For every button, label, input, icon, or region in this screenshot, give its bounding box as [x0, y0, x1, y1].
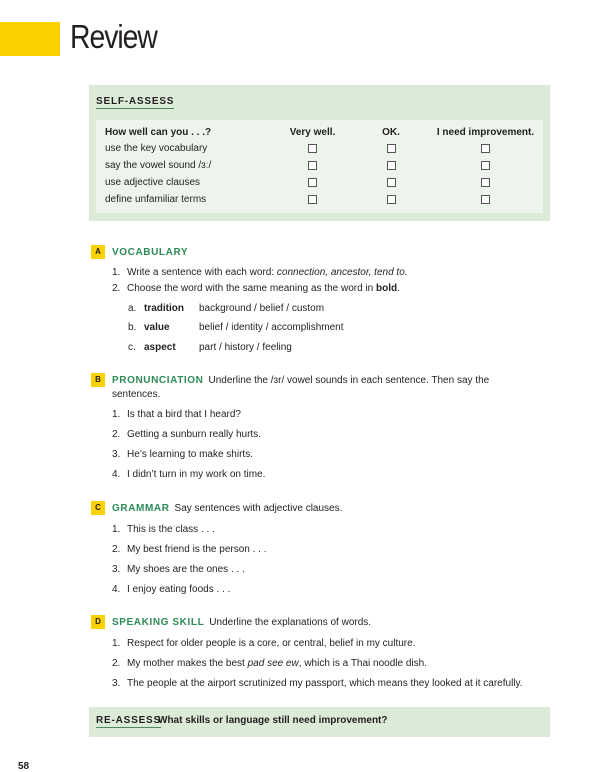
col-header-question: How well can you . . .?	[105, 127, 212, 138]
list-item	[112, 524, 215, 535]
section-title: SPEAKING SKILL	[112, 617, 205, 628]
skill-label: use the key vocabulary	[105, 143, 208, 154]
choice-letter: c.	[128, 342, 136, 353]
choice-options: part / history / feeling	[199, 342, 292, 353]
item-number: 4.	[112, 469, 121, 480]
choice-letter: a.	[128, 303, 137, 314]
choice-word: tradition	[144, 303, 184, 314]
item-text: Is that a bird that I heard?	[127, 409, 241, 420]
ok-checkbox[interactable]	[387, 195, 396, 204]
skill-label: use adjective clauses	[105, 177, 201, 188]
choice-word: aspect	[144, 342, 176, 353]
need-improvement-checkbox[interactable]	[481, 178, 490, 187]
list-item	[112, 283, 400, 294]
section-heading	[112, 246, 532, 260]
item-text: My mother makes the best	[127, 658, 248, 669]
choice-options: background / belief / custom	[199, 303, 325, 314]
very-well-checkbox[interactable]	[308, 195, 317, 204]
item-text: Write a sentence with each word:	[127, 267, 277, 278]
choice-row	[128, 322, 344, 333]
item-number: 2.	[112, 658, 121, 669]
col-header-ok: OK.	[382, 127, 400, 138]
list-item	[112, 267, 408, 278]
self-assess-row	[105, 140, 541, 157]
list-item	[112, 469, 265, 480]
list-item	[112, 409, 241, 420]
ok-checkbox[interactable]	[387, 161, 396, 170]
list-item	[112, 584, 230, 595]
page-title: Review	[70, 18, 157, 55]
item-number: 2.	[112, 544, 121, 555]
very-well-checkbox[interactable]	[308, 144, 317, 153]
choice-options: belief / identity / accomplishment	[199, 322, 344, 333]
section-badge: D	[91, 615, 105, 629]
self-assess-row	[105, 191, 541, 208]
section-title: VOCABULARY	[112, 247, 189, 258]
col-header-very-well: Very well.	[289, 127, 336, 138]
item-text: Respect for older people is a core, or central, belief in my culture.	[127, 638, 416, 649]
item-text: Choose the word with the same meaning as the word in	[127, 283, 377, 294]
section-instruction: Underline the /ɜr/ vowel sounds in each sentence. Then say the sentences.	[112, 375, 490, 400]
section-instruction: Say sentences with adjective clauses.	[174, 503, 343, 514]
list-item	[112, 429, 261, 440]
very-well-checkbox[interactable]	[308, 161, 317, 170]
item-text: My shoes are the ones . . .	[127, 564, 245, 575]
section-instruction: Underline the explanations of words.	[209, 617, 372, 628]
item-text: I enjoy eating foods . . .	[127, 584, 231, 595]
self-assess-table	[105, 125, 541, 208]
list-item	[112, 544, 267, 555]
very-well-checkbox[interactable]	[308, 178, 317, 187]
list-item	[112, 658, 427, 669]
choice-row	[128, 303, 324, 314]
self-assess-row	[105, 174, 541, 191]
item-text: Getting a sunburn really hurts.	[127, 429, 261, 440]
choice-row	[128, 342, 292, 353]
self-assess-panel	[96, 120, 543, 213]
section-heading	[112, 502, 532, 516]
item-text: My best friend is the person . . .	[127, 544, 267, 555]
re-assess-box	[89, 707, 550, 737]
list-item	[112, 678, 523, 689]
section-heading	[112, 616, 532, 630]
item-text: He’s learning to make shirts.	[127, 449, 253, 460]
item-number: 1.	[112, 638, 121, 649]
item-number: 4.	[112, 584, 121, 595]
section-title: PRONUNCIATION	[112, 375, 204, 386]
re-assess-question: What skills or language still need improvement?	[158, 715, 388, 726]
item-number: 3.	[112, 678, 121, 689]
ok-checkbox[interactable]	[387, 178, 396, 187]
item-number: 1.	[112, 409, 121, 420]
title-accent-bar	[0, 22, 60, 56]
item-number: 2.	[112, 283, 121, 294]
self-assess-heading: SELF-ASSESS	[96, 96, 175, 107]
ok-checkbox[interactable]	[387, 144, 396, 153]
list-item	[112, 449, 253, 460]
section-badge: C	[91, 501, 105, 515]
item-words: connection, ancestor, tend to.	[276, 267, 408, 278]
section-heading	[112, 374, 532, 402]
need-improvement-checkbox[interactable]	[481, 144, 490, 153]
choice-letter: b.	[128, 322, 137, 333]
item-text: This is the class . . .	[127, 524, 215, 535]
list-item	[112, 638, 415, 649]
self-assess-header-row	[105, 125, 541, 140]
item-number: 1.	[112, 524, 121, 535]
section-badge: A	[91, 245, 105, 259]
section-badge: B	[91, 373, 105, 387]
page-number: 58	[18, 761, 30, 772]
section-title: GRAMMAR	[112, 503, 170, 514]
item-text: The people at the airport scrutinized my passport, which means they looked at it carefully.	[127, 678, 523, 689]
item-suffix: .	[397, 283, 400, 294]
item-italic-term: pad see ew	[247, 658, 299, 669]
self-assess-row	[105, 157, 541, 174]
skill-label: say the vowel sound /ɜː/	[105, 160, 212, 171]
re-assess-label: RE-ASSESS	[96, 715, 161, 726]
list-item	[112, 564, 245, 575]
skill-label: define unfamiliar terms	[105, 194, 207, 205]
item-number: 3.	[112, 564, 121, 575]
item-number: 3.	[112, 449, 121, 460]
col-header-need-improvement: I need improvement.	[436, 127, 535, 138]
need-improvement-checkbox[interactable]	[481, 195, 490, 204]
item-text-end: , which is a Thai noodle dish.	[298, 658, 427, 669]
item-number: 1.	[112, 267, 121, 278]
item-text: I didn’t turn in my work on time.	[127, 469, 266, 480]
item-bold-word: bold	[376, 283, 398, 294]
self-assess-box	[89, 85, 550, 221]
item-number: 2.	[112, 429, 121, 440]
need-improvement-checkbox[interactable]	[481, 161, 490, 170]
choice-word: value	[144, 322, 170, 333]
